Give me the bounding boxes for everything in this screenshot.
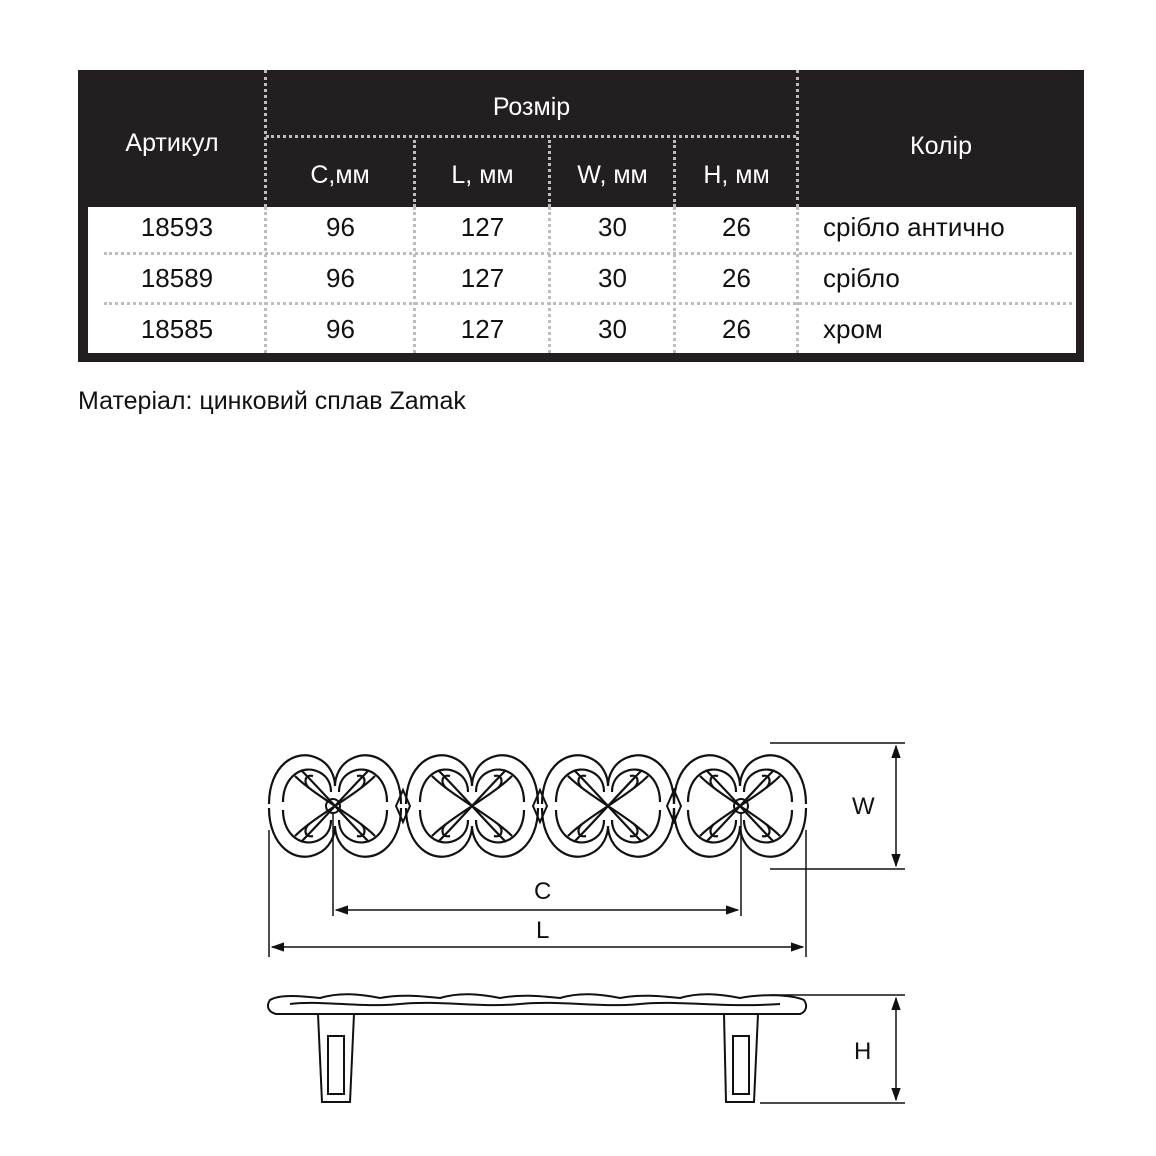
cell-color: срібло: [823, 263, 900, 293]
cell-c: 96: [326, 212, 355, 242]
header-h: H, мм: [703, 161, 770, 189]
cell-w: 30: [598, 263, 627, 293]
cell-h: 26: [722, 263, 751, 293]
cell-l: 127: [460, 212, 505, 242]
material-note: Матеріал: цинковий сплав Zamak: [78, 387, 466, 415]
cell-color: хром: [823, 314, 883, 344]
header-color: Колір: [910, 132, 972, 160]
cell-c: 96: [326, 314, 355, 344]
header-l: L, мм: [451, 161, 514, 189]
handle-top-view: [269, 755, 806, 856]
cell-h: 26: [722, 212, 751, 242]
cell-article: 18589: [140, 263, 214, 293]
cell-color: срібло антично: [823, 212, 1005, 242]
label-h: H: [854, 1038, 872, 1065]
cell-w: 30: [598, 314, 627, 344]
header-article: Артикул: [125, 129, 219, 157]
cell-l: 127: [460, 263, 505, 293]
cell-c: 96: [326, 263, 355, 293]
label-w: W: [852, 793, 875, 820]
label-c: C: [534, 878, 552, 905]
cell-h: 26: [722, 314, 751, 344]
cell-l: 127: [460, 314, 505, 344]
mount-hole: [326, 799, 340, 813]
dimension-h: [760, 995, 905, 1103]
cell-article: 18593: [140, 212, 214, 242]
header-size-group: Розмір: [492, 93, 571, 121]
label-l: L: [536, 917, 550, 944]
header-w: W, мм: [577, 161, 648, 189]
cell-w: 30: [598, 212, 627, 242]
handle-side-view: [268, 994, 806, 1102]
cell-article: 18585: [140, 314, 214, 344]
header-c: C,мм: [310, 161, 370, 189]
